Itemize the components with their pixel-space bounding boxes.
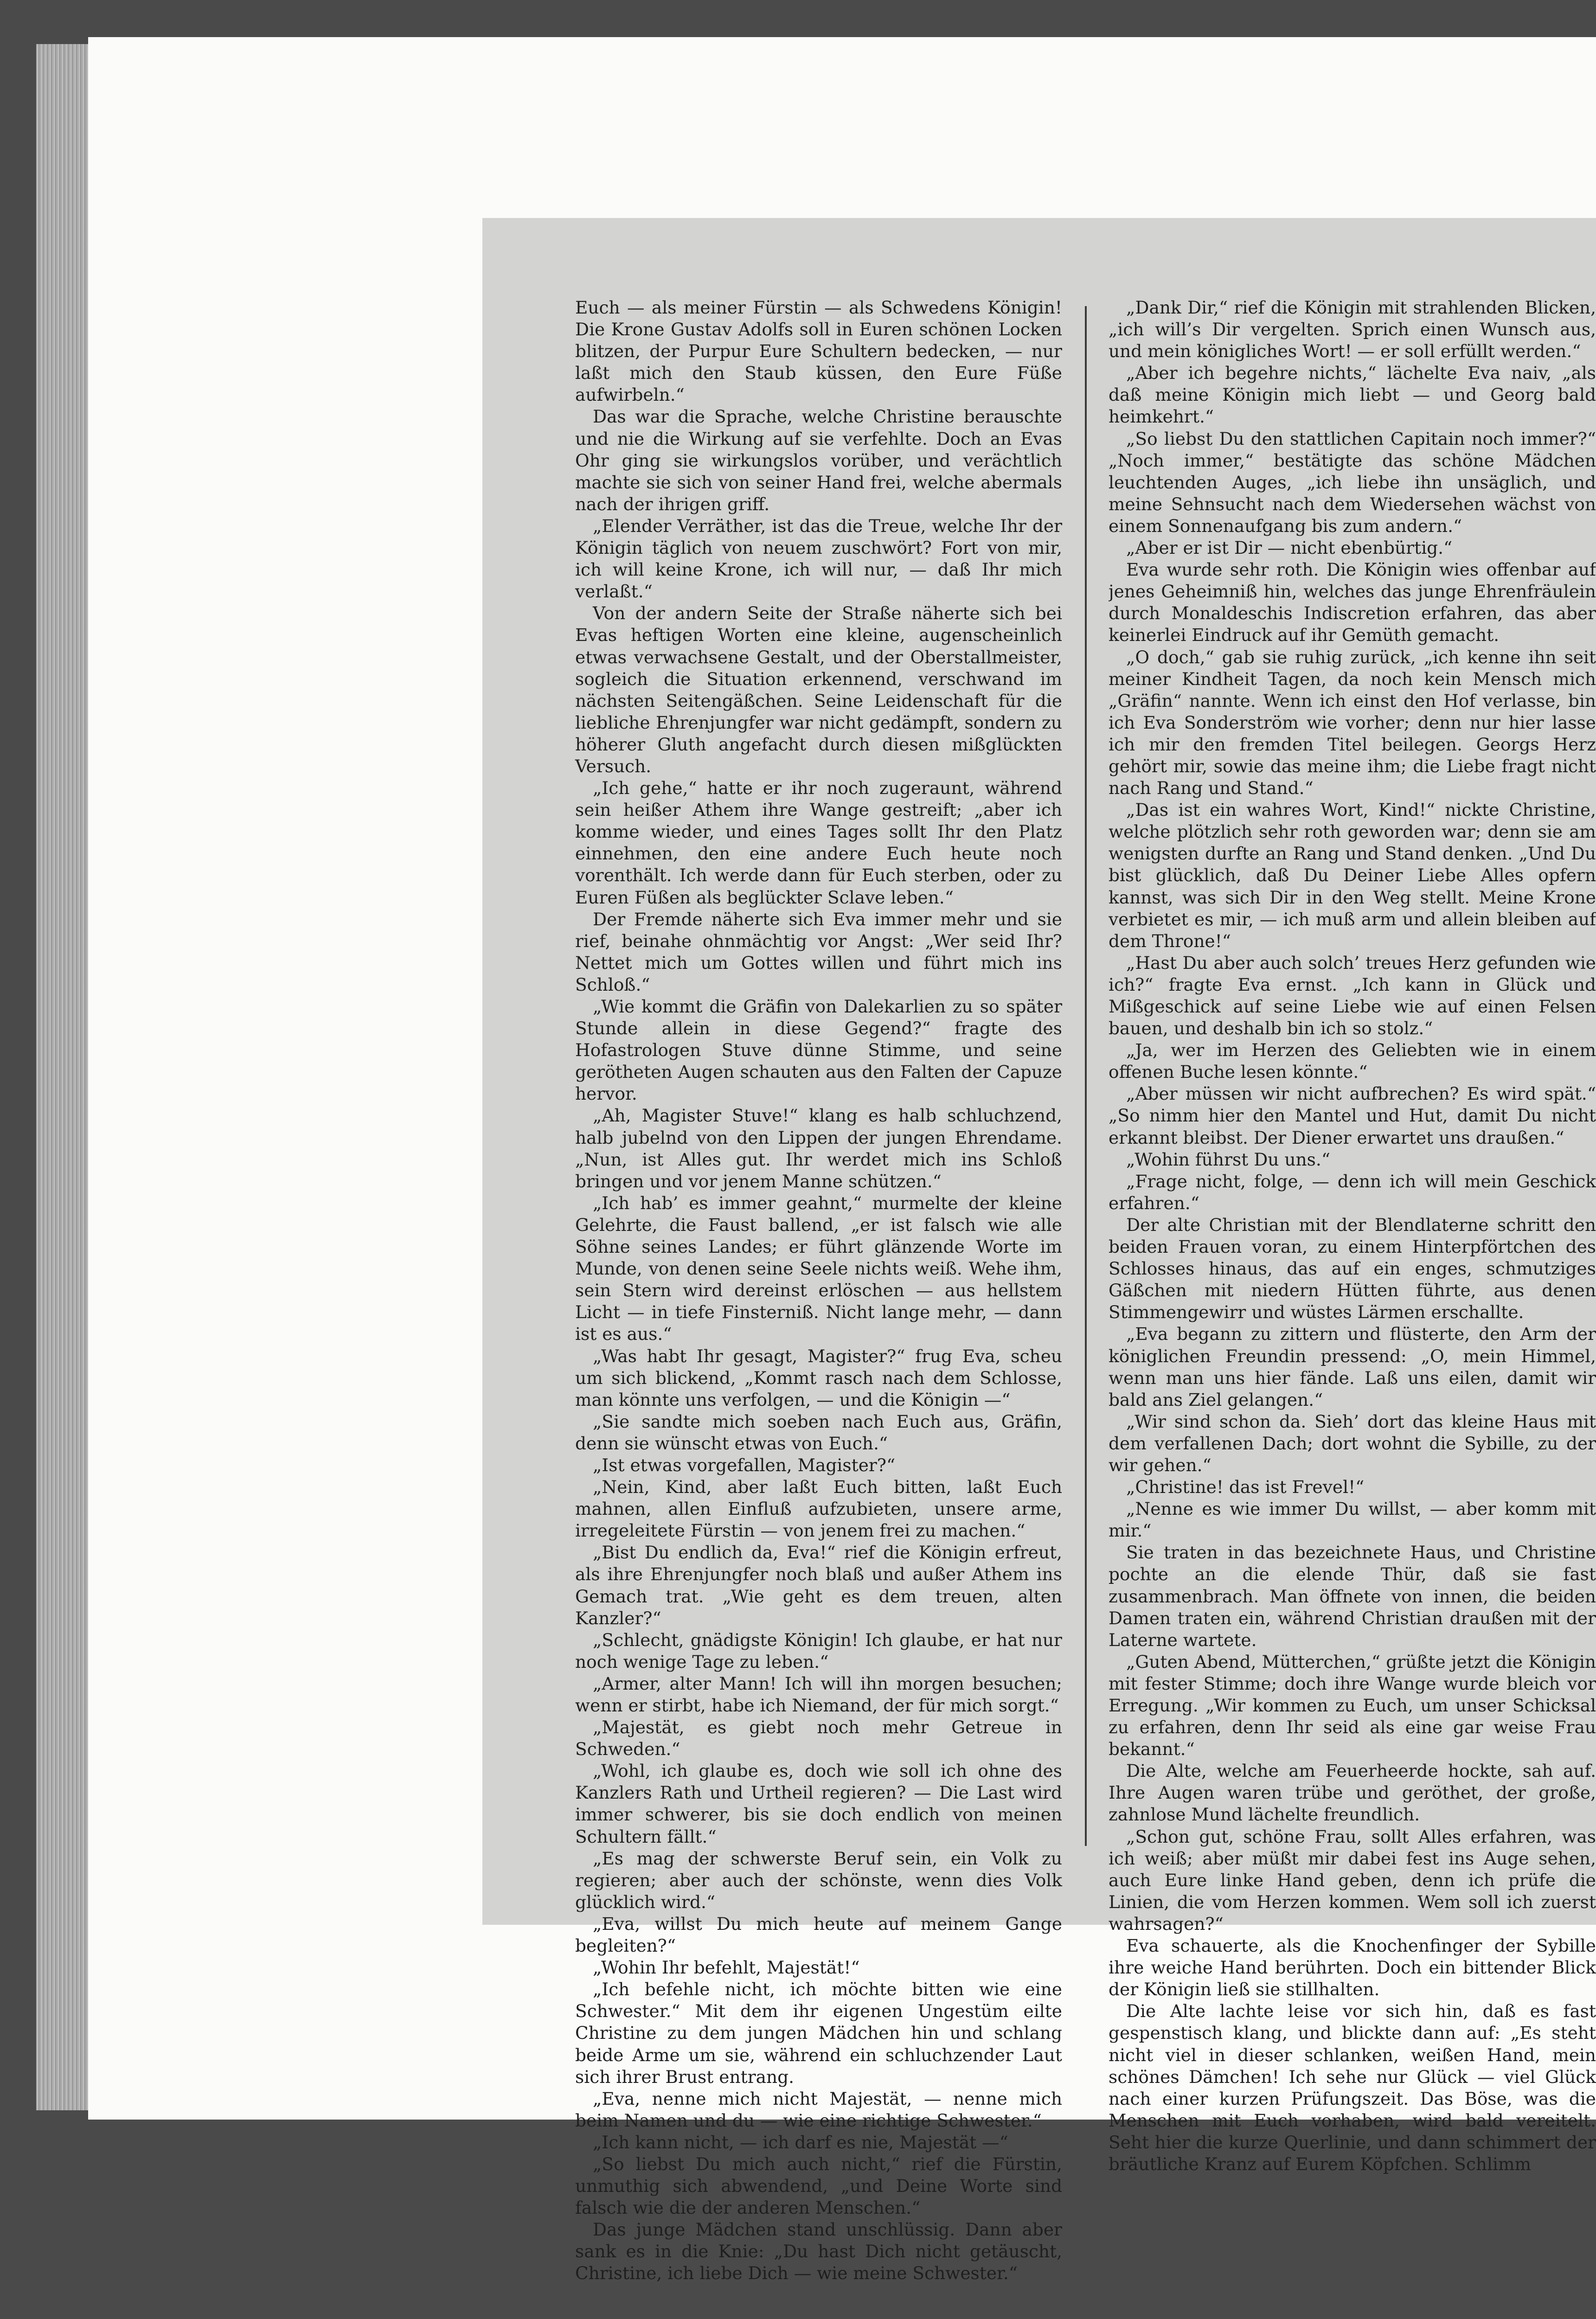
paragraph: „Es mag der schwerste Beruf sein, ein Volk zu regieren; aber auch der schönste, wenn dies Volk glücklich wird.“ (575, 1848, 1062, 1912)
paragraph: „Das ist ein wahres Wort, Kind!“ nickte Christine, welche plötzlich sehr roth geworden war; denn sie am wenigsten durfte an Rang und Stand denken. „Und Du bist glücklich, daß Du Deiner Liebe Alles opfern kannst, was sich Dir in den Weg stellt. Meine Krone verbietet es mir, — ich muß arm und allein bleiben auf dem Throne!“ (1109, 800, 1596, 951)
paragraph: „Ist etwas vorgefallen, Magister?“ (593, 1454, 896, 1475)
paragraph: „Christine! das ist Frevel!“ (1126, 1477, 1365, 1498)
column-divider (1085, 306, 1087, 1846)
left-text-column (575, 297, 1062, 2285)
paragraph: „So liebst Du mich auch nicht,“ rief die Fürstin, unmuthig sich abwendend, „und Deine Worte sind falsch wie die der anderen Menschen.“ (575, 2153, 1062, 2218)
paragraph: Von der andern Seite der Straße näherte sich bei Evas heftigen Worten eine kleine, augenscheinlich etwas verwachsene Gestalt, und der Oberstallmeister, sogleich die Situation erkennend, verschwand im nächsten Seitengäßchen. Seine Leidenschaft für die liebliche Ehrenjungfer war nicht gedämpft, sondern zu höherer Gluth angefacht durch diesen mißglückten Versuch. (575, 603, 1062, 776)
paragraph: „Bist Du endlich da, Eva!“ rief die Königin erfreut, als ihre Ehrenjungfer noch blaß und außer Athem ins Gemach trat. „Wie geht es dem treuen, alten Kanzler?“ (575, 1542, 1062, 1628)
paragraph: „Schon gut, schöne Frau, sollt Alles erfahren, was ich weiß; aber müßt mir dabei fest ins Auge sehen, auch Eure linke Hand geben, denn ich prüfe die Linien, die vom Herzen kommen. Wem soll ich zuerst wahrsagen?“ (1109, 1826, 1596, 1934)
paragraph: „Wohin führst Du uns.“ (1126, 1149, 1331, 1170)
paragraph: „Sie sandte mich soeben nach Euch aus, Gräfin, denn sie wünscht etwas von Euch.“ (575, 1411, 1062, 1454)
paragraph: „Hast Du aber auch solch’ treues Herz gefunden wie ich?“ fragte Eva ernst. „Ich kann in Glück und Mißgeschick auf seine Liebe wie auf einen Felsen bauen, und deshalb bin ich so stolz.“ (1109, 952, 1596, 1039)
paragraph: „Guten Abend, Mütterchen,“ grüßte jetzt die Königin mit fester Stimme; doch ihre Wange wurde bleich vor Erregung. „Wir kommen zu Euch, um unser Schicksal zu erfahren, denn Ihr seid als eine gar weise Frau bekannt.“ (1109, 1651, 1596, 1760)
paragraph: Eva schauerte, als die Knochenfinger der Sybille ihre weiche Hand berührten. Doch ein bittender Blick der Königin ließ sie stillhalten. (1109, 1935, 1596, 2000)
paragraph: „Eva begann zu zittern und flüsterte, den Arm der königlichen Freundin pressend: „O, mein Himmel, wenn man uns hier fände. Laß uns eilen, damit wir bald ans Ziel gelangen.“ (1109, 1324, 1596, 1410)
paragraph: „Eva, willst Du mich heute auf meinem Gange begleiten?“ (575, 1913, 1062, 1956)
book-page-edges (36, 44, 92, 2110)
paragraph: Das war die Sprache, welche Christine berauschte und nie die Wirkung auf sie verfehlte. Doch an Evas Ohr ging sie wirkungslos vorüber, und verächtlich machte sie sich von seiner Hand frei, welche abermals nach der ihrigen griff. (575, 406, 1062, 514)
paragraph: „Frage nicht, folge, — denn ich will mein Geschick erfahren.“ (1109, 1171, 1596, 1213)
paragraph: „Nenne es wie immer Du willst, — aber komm mit mir.“ (1109, 1499, 1596, 1541)
paragraph: Eva wurde sehr roth. Die Königin wies offenbar auf jenes Geheimniß hin, welches das junge Ehrenfräulein durch Monaldeschis Indiscretion erfahren, das aber keinerlei Eindruck auf ihr Gemüth gemacht. (1109, 559, 1596, 646)
paragraph: „O doch,“ gab sie ruhig zurück, „ich kenne ihn seit meiner Kindheit Tagen, da noch kein Mensch mich „Gräfin“ nannte. Wenn ich einst den Hof verlasse, bin ich Eva Sonderström wie vorher; denn nur hier lasse ich mir den fremden Titel beilegen. Georgs Herz gehört mir, sowie das meine ihm; die Liebe fragt nicht nach Rang und Stand.“ (1109, 647, 1596, 799)
paragraph: „Ja, wer im Herzen des Geliebten wie in einem offenen Buche lesen könnte.“ (1109, 1040, 1596, 1083)
paragraph: „Ich gehe,“ hatte er ihr noch zugeraunt, während sein heißer Athem ihre Wange gestreift; „aber ich komme wieder, und eines Tages sollt Ihr den Platz einnehmen, den eine andere Euch heute noch vorenthält. Ich werde dann für Euch sterben, oder zu Euren Füßen als beglückter Sclave leben.“ (575, 778, 1062, 908)
paragraph: Euch — als meiner Fürstin — als Schwedens Königin! Die Krone Gustav Adolfs soll in Euren schönen Locken blitzen, der Purpur Eure Schultern bedecken, — nur laßt mich den Staub küssen, den Eure Füße aufwirbeln.“ (575, 297, 1062, 405)
paragraph: „Aber ich begehre nichts,“ lächelte Eva naiv, „als daß meine Königin mich liebt — und Georg bald heimkehrt.“ (1109, 363, 1596, 427)
paragraph: „Wir sind schon da. Sieh’ dort das kleine Haus mit dem verfallenen Dach; dort wohnt die Sybille, zu der wir gehen.“ (1109, 1411, 1596, 1475)
paragraph: „Nein, Kind, aber laßt Euch bitten, laßt Euch mahnen, allen Einfluß aufzubieten, unsere arme, irregeleitete Fürstin — von jenem frei zu machen.“ (575, 1477, 1062, 1541)
paragraph: „So liebst Du den stattlichen Capitain noch immer?“ „Noch immer,“ bestätigte das schöne Mädchen leuchtenden Auges, „ich liebe ihn unsäglich, und meine Sehnsucht nach dem Wiedersehen wächst von einem Sonnenaufgang bis zum andern.“ (1109, 428, 1596, 536)
paragraph: Sie traten in das bezeichnete Haus, und Christine pochte an die elende Thür, daß sie fast zusammenbrach. Man öffnete von innen, die beiden Damen traten ein, während Christian draußen mit der Laterne wartete. (1109, 1542, 1596, 1650)
paragraph: „Schlecht, gnädigste Königin! Ich glaube, er hat nur noch wenige Tage zu leben.“ (575, 1629, 1062, 1672)
paragraph: Die Alte, welche am Feuerheerde hockte, sah auf. Ihre Augen waren trübe und geröthet, der große, zahnlose Mund lächelte freundlich. (1109, 1761, 1596, 1825)
paragraph: „Ah, Magister Stuve!“ klang es halb schluchzend, halb jubelnd von den Lippen der jungen Ehrendame. „Nun, ist Alles gut. Ihr werdet mich ins Schloß bringen und vor jenem Manne schützen.“ (575, 1105, 1062, 1192)
paragraph: Die Alte lachte leise vor sich hin, daß es fast gespenstisch klang, und blickte dann auf: „Es steht nicht viel in dieser schlanken, weißen Hand, mein schönes Dämchen! Ich sehe nur Glück — viel Glück nach einer kurzen Prüfungszeit. Das Böse, was die Menschen mit Euch vorhaben, wird bald vereitelt. Seht hier die kurze Querlinie, und dann schimmert der bräutliche Kranz auf Eurem Köpfchen. Schlimm (1109, 2001, 1596, 2174)
paragraph: „Wie kommt die Gräfin von Dalekarlien zu so später Stunde allein in diese Gegend?“ fragte des Hofastrologen Stuve dünne Stimme, und seine gerötheten Augen schauten aus den Falten der Capuze hervor. (575, 996, 1062, 1104)
paragraph: „Ich befehle nicht, ich möchte bitten wie eine Schwester.“ Mit dem ihr eigenen Ungestüm eilte Christine zu dem jungen Mädchen hin und schlang beide Arme um sie, während ein schluchzender Laut sich ihrer Brust entrang. (575, 1979, 1062, 2087)
paragraph: „Armer, alter Mann! Ich will ihn morgen besuchen; wenn er stirbt, habe ich Niemand, der für mich sorgt.“ (575, 1673, 1062, 1716)
paragraph: „Dank Dir,“ rief die Königin mit strahlenden Blicken, „ich will’s Dir vergelten. Sprich einen Wunsch aus, und mein königliches Wort! — er soll erfüllt werden.“ (1109, 297, 1596, 362)
paragraph: „Ich kann nicht, — ich darf es nie, Majestät —“ (593, 2132, 1008, 2152)
paragraph: „Majestät, es giebt noch mehr Getreue in Schweden.“ (575, 1717, 1062, 1760)
paragraph: „Eva, nenne mich nicht Majestät, — nenne mich beim Namen und du — wie eine richtige Schwester.“ (575, 2088, 1062, 2131)
paragraph: „Elender Verräther, ist das die Treue, welche Ihr der Königin täglich von neuem zuschwört? Fort von mir, ich will keine Krone, ich will nur, — daß Ihr mich verlaßt.“ (575, 515, 1062, 602)
paragraph: „Aber er ist Dir — nicht ebenbürtig.“ (1126, 538, 1453, 558)
paragraph: „Wohin Ihr befehlt, Majestät!“ (593, 1957, 860, 1978)
paragraph: Der Fremde näherte sich Eva immer mehr und sie rief, beinahe ohnmächtig vor Angst: „Wer seid Ihr? Nettet mich um Gottes willen und führt mich ins Schloß.“ (575, 909, 1062, 995)
right-text-column (1109, 297, 1596, 2175)
paragraph: Der alte Christian mit der Blendlaterne schritt den beiden Frauen voran, zu einem Hinterpförtchen des Schlosses hinaus, das auf ein enges, schmutziges Gäßchen mit niedern Hütten führte, aus denen Stimmengewirr und wüstes Lärmen erschallte. (1109, 1214, 1596, 1323)
paragraph: „Was habt Ihr gesagt, Magister?“ frug Eva, scheu um sich blickend, „Kommt rasch nach dem Schlosse, man könnte uns verfolgen, — und die Königin —“ (575, 1345, 1062, 1410)
paragraph: „Aber müssen wir nicht aufbrechen? Es wird spät.“ „So nimm hier den Mantel und Hut, damit Du nicht erkannt bleibst. Der Diener erwartet uns draußen.“ (1109, 1083, 1596, 1148)
paragraph: Das junge Mädchen stand unschlüssig. Dann aber sank es in die Knie: „Du hast Dich nicht getäuscht, Christine, ich liebe Dich — wie meine Schwester.“ (575, 2219, 1062, 2284)
paragraph: „Ich hab’ es immer geahnt,“ murmelte der kleine Gelehrte, die Faust ballend, „er ist falsch wie alle Söhne seines Landes; er führt glänzende Worte im Munde, von denen seine Seele nichts weiß. Wehe ihm, sein Stern wird dereinst erlöschen — aus hellstem Licht — in tiefe Finsterniß. Nicht lange mehr, — dann ist es aus.“ (575, 1192, 1062, 1345)
paragraph: „Wohl, ich glaube es, doch wie soll ich ohne des Kanzlers Rath und Urtheil regieren? — Die Last wird immer schwerer, bis sie doch endlich von meinen Schultern fällt.“ (575, 1761, 1062, 1847)
